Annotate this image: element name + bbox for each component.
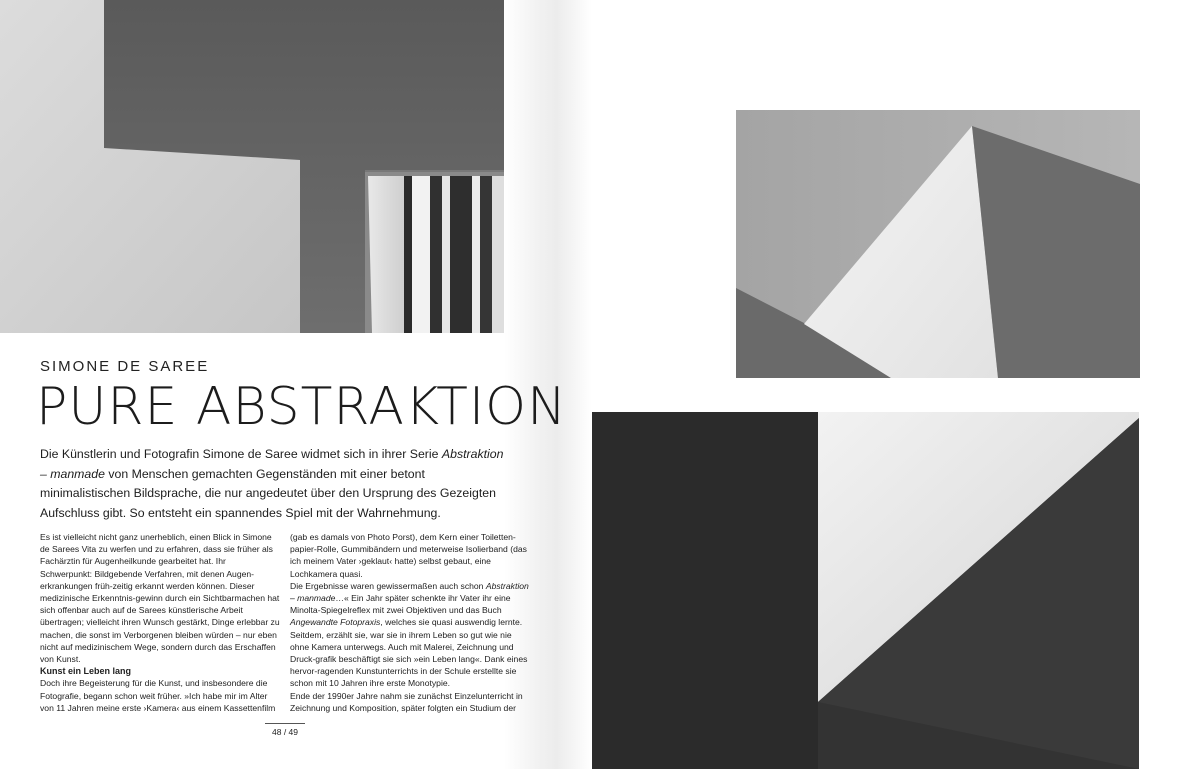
body-text: Die Ergebnisse waren gewissermaßen auch schon	[290, 580, 486, 591]
body-italic-series: Abstraktion – manmade	[290, 580, 529, 604]
body-paragraph	[290, 580, 530, 690]
body-paragraph: Doch ihre Begeisterung für die Kunst, und insbesondere die Fotografie, begann schon weit früher. »Ich habe mir im Alter von 11 Jahren meine erste ›Kamera‹ aus einem Kassettenfilm	[40, 678, 276, 713]
body-italic-book: Angewandte Fotopraxis	[290, 617, 381, 628]
lead-series-title: Abstraktion – manmade	[40, 447, 504, 481]
body-column-left	[40, 531, 280, 714]
section-subhead: Kunst ein Leben lang	[40, 666, 132, 677]
article-title	[36, 376, 567, 438]
lead-paragraph	[40, 445, 510, 523]
body-text: , welches sie quasi auswendig lernte. Seitdem, erzählt sie, war sie in ihrem Leben so gut wie nie ohne Kamera unterwegs. Auch mit Malerei, Zeichnung und Druck-grafik beschäftigt sie sich »ein Leben lang«. Dank eines hervor-ragenden Kunstunterrichts in der Schule erstellte sie schon mit 10 Jahren ihre erste Monotypie.	[290, 617, 528, 689]
photo-triangle-bottom	[592, 412, 1139, 769]
photo-triangle-top	[736, 110, 1140, 378]
author-name: SIMONE DE SAREE	[40, 358, 210, 375]
body-column-right	[290, 531, 530, 714]
body-paragraph: (gab es damals von Photo Porst), dem Kern einer Toiletten-papier-Rolle, Gummibändern und meterweise Isolierband (das ich meinem Vater ›geklaut‹ hatte) selbst gebaut, eine Lochkamera quasi.	[290, 532, 527, 579]
article-title-text: PURE ABSTRAKTION	[36, 377, 567, 437]
body-paragraph: Es ist vielleicht nicht ganz unerheblich, einen Blick in Simone de Sarees Vita zu werfen und zu erfahren, dass sie früher als Fachärztin für Augenheilkunde gearbeitet hat. Ihr Schwerpunkt: Bildgebende Verfahren, mit denen Augen-erkrankungen früh-zeitig erkannt werden können. Dieser medizinische Erkenntnis-gewinn durch ein Sichtbarmachen hat sich offenbar auch auf de Sarees künstlerische Arbeit übertragen; vielleicht ihren Wunsch gestärkt, Dinge erlebbar zu machen, die sonst im Verborgenen bleiben würden – nur eben nicht auf medizinischem Wege, sondern durch das Erschaffen von Kunst.	[40, 532, 280, 665]
lead-text-1: Die Künstlerin und Fotografin Simone de Saree widmet sich in ihrer Serie	[40, 447, 442, 461]
body-text: …« Ein Jahr später schenkte ihr Vater ihr eine Minolta-Spiegelreflex mit zwei Objektiven und das Buch	[290, 593, 511, 616]
lead-text-2: von Menschen gemachten Gegenständen mit einer betont minimalistischen Bildsprache, die nur angedeutet über den Ursprung des Gezeigten Aufschluss gibt. So entsteht ein spannendes Spiel mit der Wahrnehmung.	[40, 466, 496, 520]
page-numbers: 48 / 49	[265, 723, 305, 737]
body-paragraph: Ende der 1990er Jahre nahm sie zunächst Einzelunterricht in Zeichnung und Komposition, später folgten ein Studium der	[290, 690, 523, 713]
hero-photo	[0, 0, 504, 333]
